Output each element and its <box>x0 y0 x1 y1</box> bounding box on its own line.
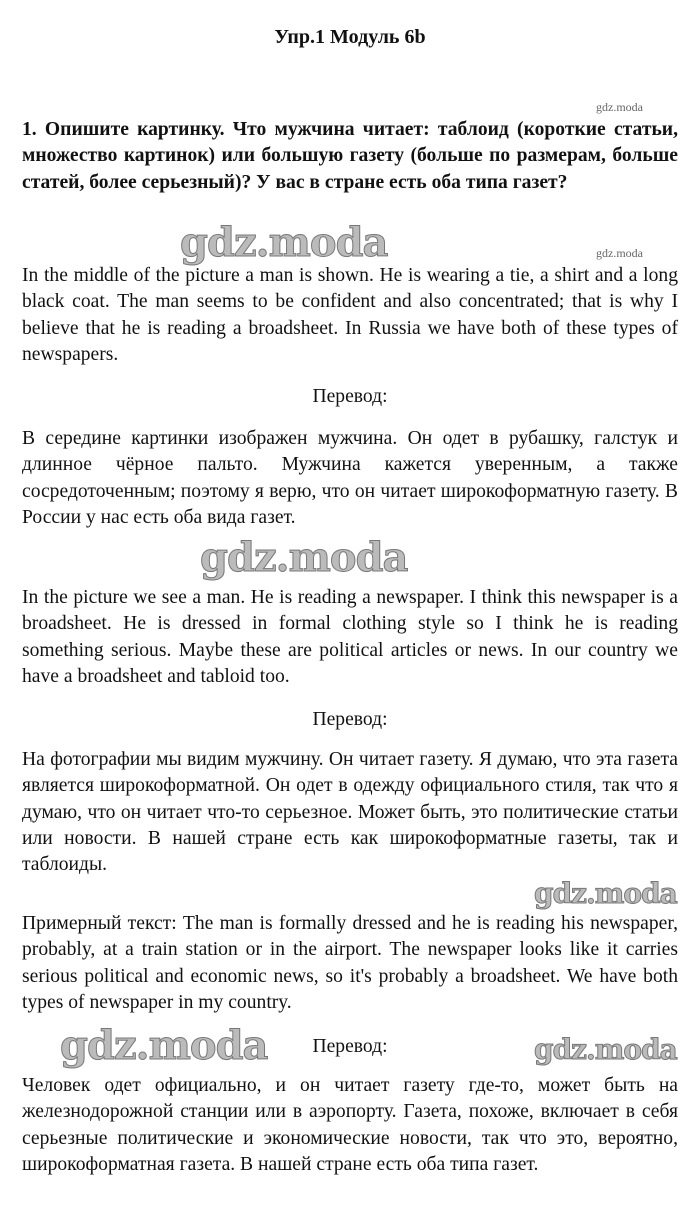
answer-3-russian: Человек одет официально, и он читает газету где-то, может быть на железнодорожной станции или в аэропорту. Газета, похоже, включает в себя серьезные политические и экономические новости, так что это, вероятно, широкоформатная газета. В нашей стране есть оба типа газет. <box>22 1075 678 1175</box>
answer-2-english: In the picture we see a man. He is reading a newspaper. I think this newspaper is a broadsheet. He is dressed in formal clothing style so I think he is reading something serious. Maybe these are political articles or news. In our country we have a broadsheet and tabloid too. <box>22 587 678 687</box>
answer-2-russian: На фотографии мы видим мужчину. Он читает газету. Я думаю, что эта газета является широкоформатной. Он одет в одежду официального стиля, так что я думаю, что он читает что-то серьезное. Может быть, это политические статьи или новости. В нашей стране есть как широкоформатные газеты, так и таблоиды. <box>22 749 678 876</box>
answer-2-translation-label: Перевод: <box>312 709 388 730</box>
answer-3-english: Примерный текст: The man is formally dressed and he is reading his newspaper, probably, at a train station or in the airport. The newspaper looks like it carries serious political and economic news, so it's probably a broadsheet. We have both types of newspaper in my country. <box>22 913 678 1013</box>
answer-1-russian: В середине картинки изображен мужчина. Он одет в рубашку, галстук и длинное чёрное пальто. Мужчина кажется уверенным, а также сосредоточенным; поэтому я верю, что он читает широкоформатную газету. В России у нас есть оба вида газет. <box>22 428 678 528</box>
watermark-logo: gdz.moda <box>180 219 388 266</box>
watermark-logo: gdz.moda <box>60 1022 268 1069</box>
page-title: Упр.1 Модуль 6b <box>274 26 426 48</box>
exercise-question: 1. Опишите картинку. Что мужчина читает: таблоид (короткие статьи, множество картинок) или большую газету (больше по размерам, больше статей, более серьезный)? У вас в стране есть оба типа газет? <box>22 119 678 193</box>
watermark-logo: gdz.moda <box>534 1033 677 1066</box>
watermark-logo: gdz.moda <box>534 877 677 910</box>
watermark-logo: gdz.moda <box>200 534 408 581</box>
answer-1-translation-label: Перевод: <box>312 386 388 407</box>
watermark-small: gdz.moda <box>596 246 643 260</box>
watermark-small: gdz.moda <box>596 100 643 114</box>
answer-1-english: In the middle of the picture a man is shown. He is wearing a tie, a shirt and a long black coat. The man seems to be confident and also concentrated; that is why I believe that he is reading a broadsheet. In Russia we have both of these types of newspapers. <box>22 265 678 365</box>
answer-3-translation-label: Перевод: <box>312 1036 388 1057</box>
